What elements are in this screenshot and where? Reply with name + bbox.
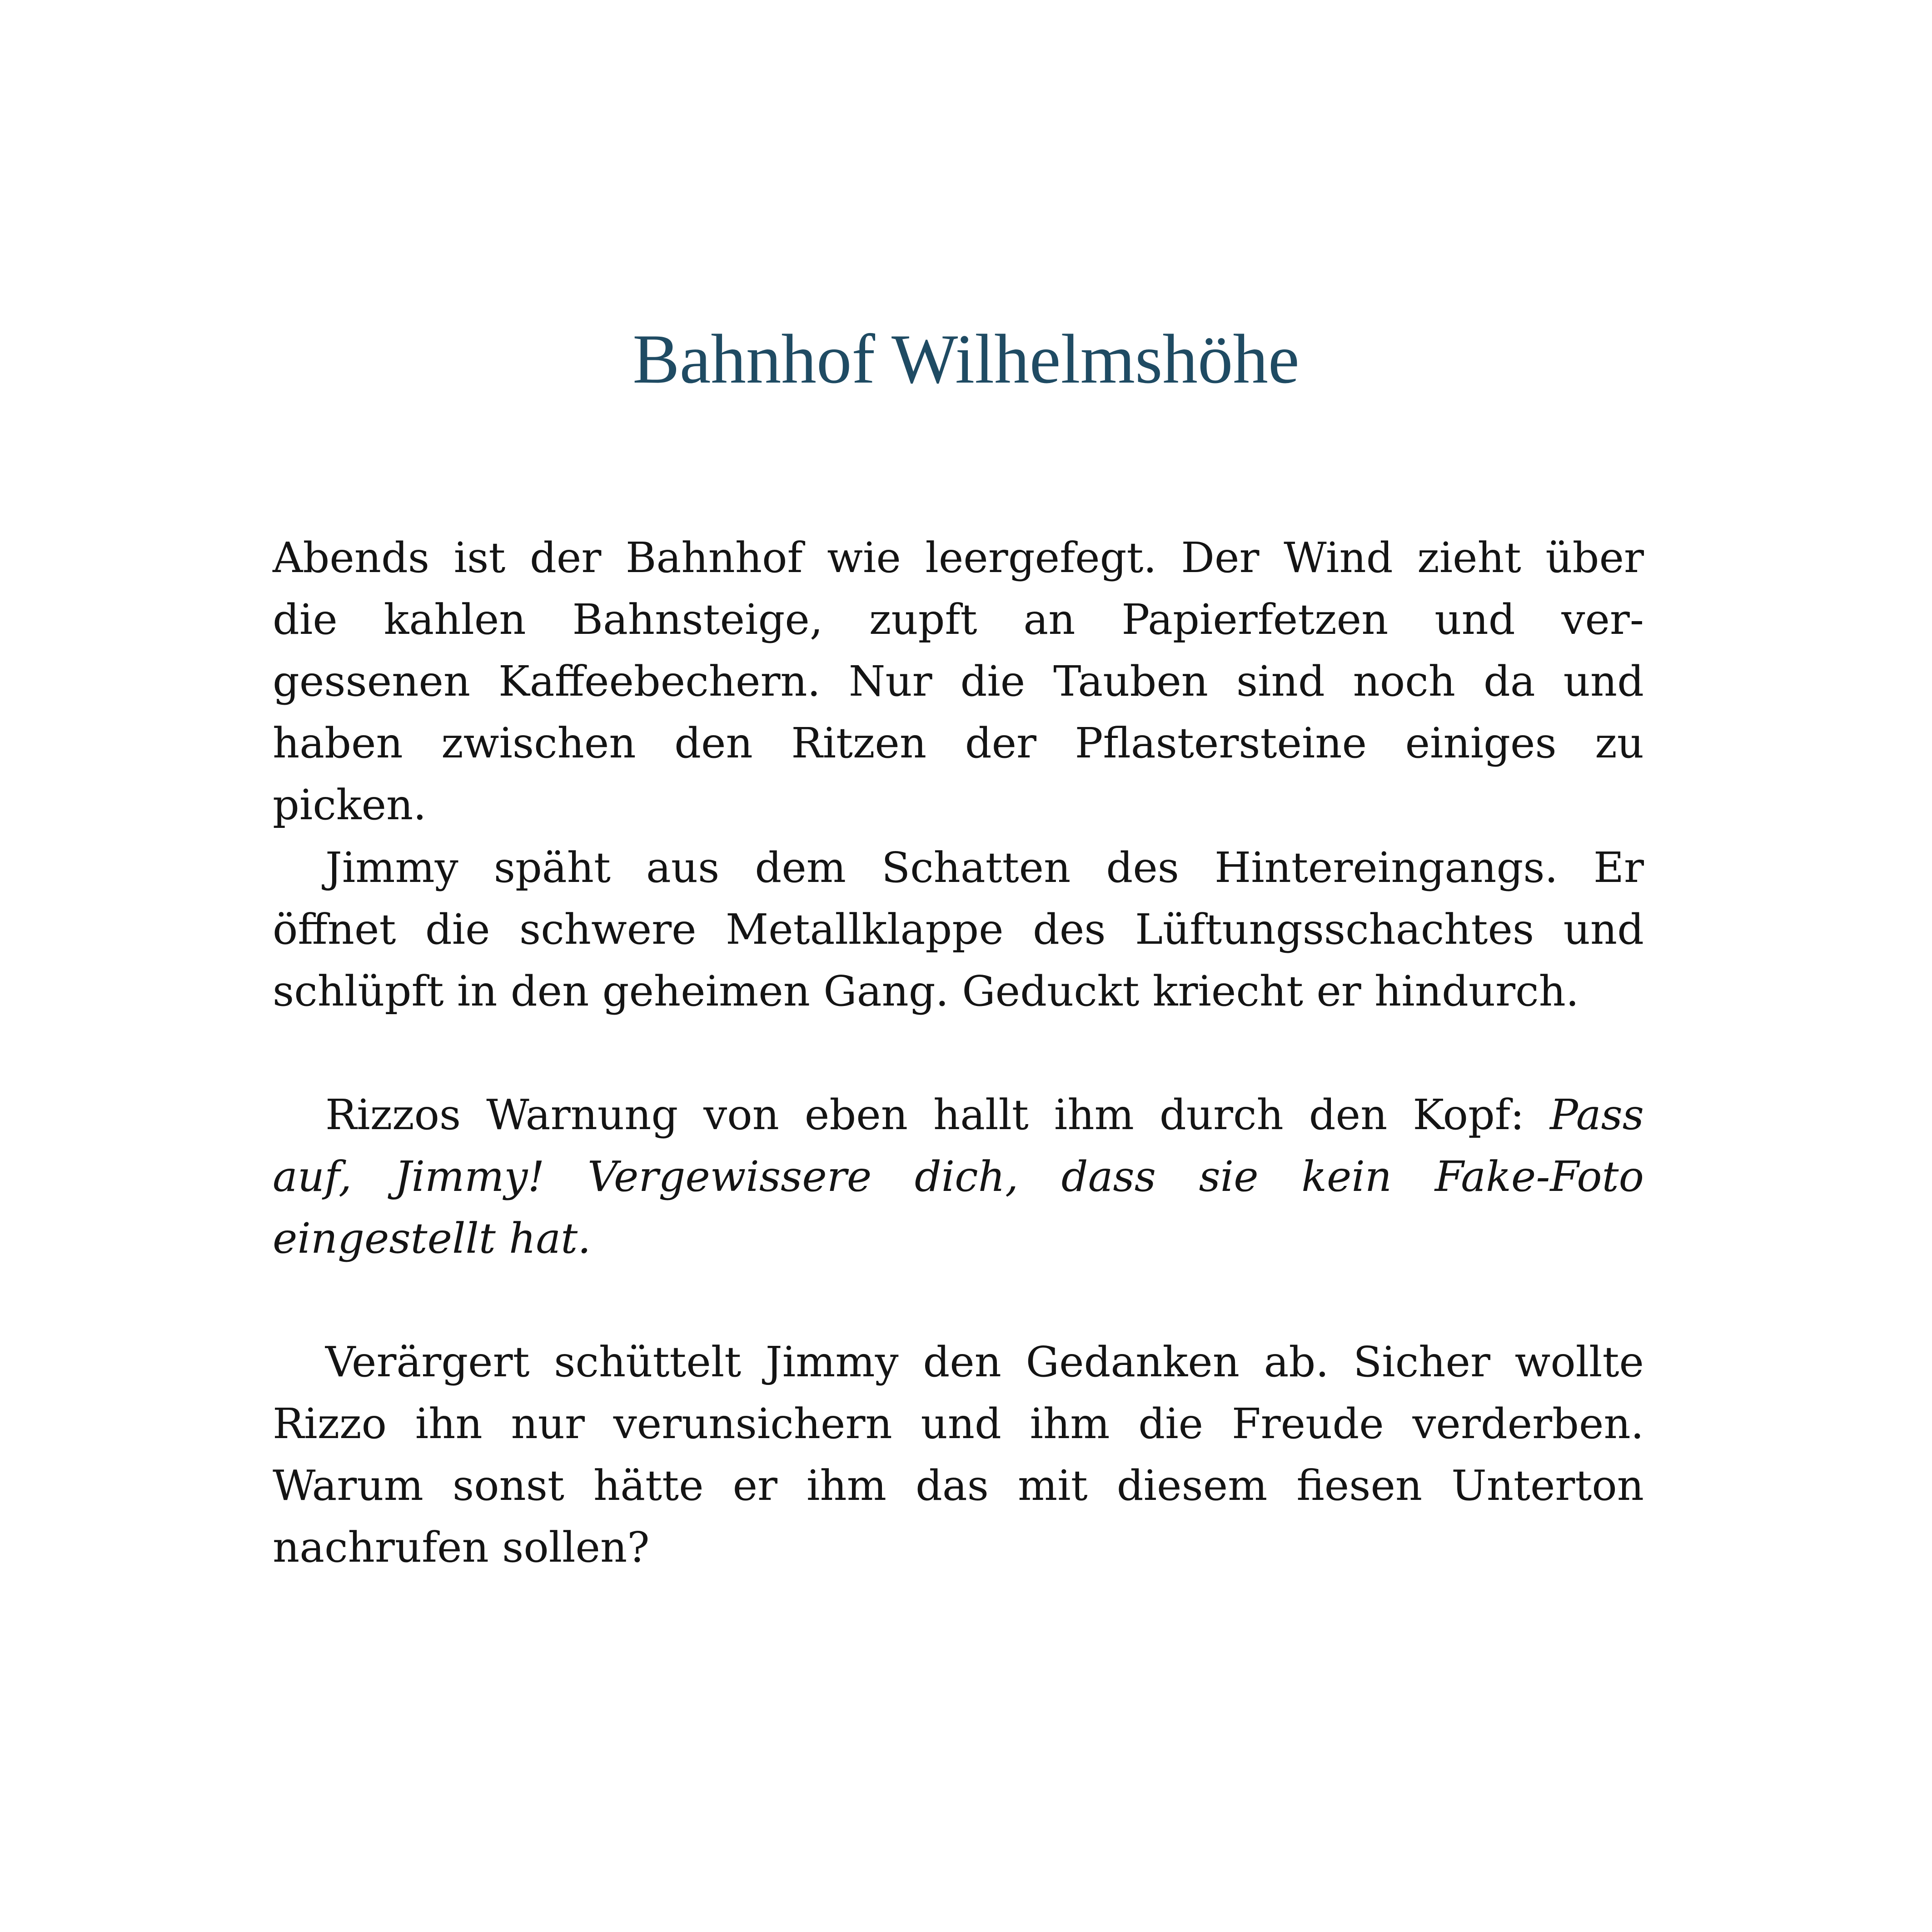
paragraph-line [273,1084,1644,1146]
regular-text: Rizzos Warnung von eben hallt ihm durch den Kopf: [325,1090,1550,1139]
paragraph-line: die kahlen Bahnsteige, zupft an Papierfetzen und ver- [273,595,1644,644]
paragraph-line: eingestellt hat. [273,1214,591,1263]
paragraph-line: öffnet die schwere Metallklappe des Lüftungsschachtes und [273,905,1644,954]
paragraph-4 [273,1331,1644,1578]
paragraph-line: Warum sonst hätte er ihm das mit diesem fiesen Unterton [273,1461,1644,1510]
italic-text: Pass [1549,1090,1644,1139]
paragraph-2 [273,837,1644,1022]
paragraph-line: haben zwischen den Ritzen der Pflastersteine einiges zu [273,719,1644,767]
paragraph-line: nachrufen sollen? [273,1523,650,1572]
paragraph-line: gessenen Kaffeebechern. Nur die Tauben sind noch da und [273,657,1644,706]
paragraph-line: Rizzo ihn nur verunsichern und ihm die Freude verderben. [273,1399,1644,1448]
paragraph-line: Abends ist der Bahnhof wie leergefegt. Der Wind zieht über [273,533,1644,582]
paragraph-line: Jimmy späht aus dem Schatten des Hintereingangs. Er [325,843,1644,892]
paragraph-line: schlüpft in den geheimen Gang. Geduckt kriecht er hindurch. [273,967,1579,1016]
paragraph-3 [273,1084,1644,1270]
paragraph-line: picken. [273,781,427,829]
paragraph-1 [273,527,1644,836]
paragraph-line: auf, Jimmy! Vergewissere dich, dass sie kein Fake-Foto [273,1152,1644,1201]
chapter-title: Bahnhof Wilhelmshöhe [632,320,1300,398]
paragraph-line: Verärgert schüttelt Jimmy den Gedanken ab. Sicher wollte [325,1338,1644,1386]
